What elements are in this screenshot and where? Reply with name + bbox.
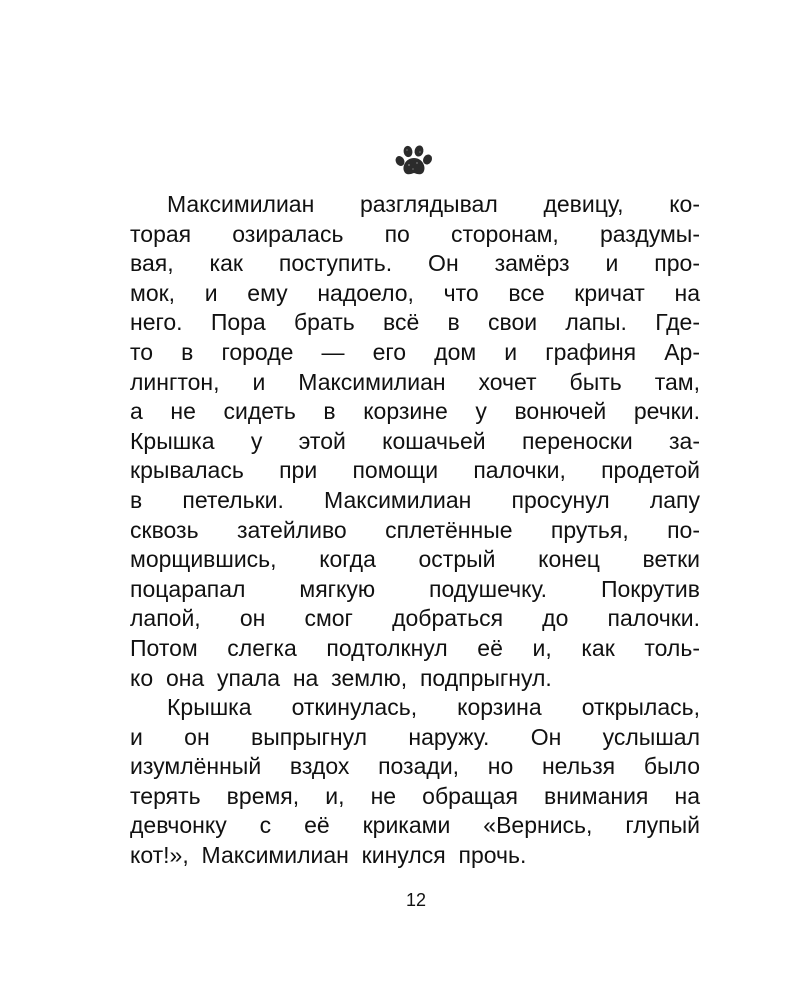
- text-line: а не сидеть в корзине у вонючей речки.: [130, 398, 700, 425]
- text-line: морщившись, когда острый конец ветки: [130, 546, 700, 573]
- paragraph-2: [130, 693, 700, 871]
- text-line: Крышка откинулась, корзина открылась,: [167, 694, 700, 721]
- page-number: 12: [405, 890, 427, 910]
- text-line: сквозь затейливо сплетённые прутья, по-: [130, 516, 700, 543]
- text-line: то в городе — его дом и графиня Ар-: [130, 338, 700, 365]
- body-text: [130, 190, 700, 871]
- text-line: в петельки. Максимилиан просунул лапу: [130, 486, 700, 513]
- text-line: поцарапал мягкую подушечку. Покрутив: [130, 575, 700, 602]
- text-line: Потом слегка подтолкнул её и, как толь-: [130, 634, 700, 661]
- text-line: крывалась при помощи палочки, продетой: [130, 457, 700, 484]
- text-line: торая озиралась по сторонам, раздумы-: [130, 220, 700, 247]
- text-line: терять время, и, не обращая внимания на: [130, 782, 700, 809]
- text-line: и он выпрыгнул наружу. Он услышал: [130, 723, 700, 750]
- paragraph-1: [130, 190, 700, 693]
- text-line: лапой, он смог добраться до палочки.: [130, 605, 700, 632]
- text-line: него. Пора брать всё в свои лапы. Где-: [130, 309, 700, 336]
- paw-print-icon: [393, 144, 435, 178]
- text-line: мок, и ему надоело, что все кричат на: [130, 279, 700, 306]
- text-line: ко она упала на землю, подпрыгнул.: [130, 664, 552, 691]
- text-line: лингтон, и Максимилиан хочет быть там,: [130, 368, 700, 395]
- text-line: Максимилиан разглядывал девицу, ко-: [167, 191, 700, 217]
- text-line: изумлённый вздох позади, но нельзя было: [130, 753, 700, 780]
- text-line: девчонку с её криками «Вернись, глупый: [130, 812, 700, 839]
- text-line: Крышка у этой кошачьей переноски за-: [130, 427, 700, 454]
- text-line: вая, как поступить. Он замёрз и про-: [130, 250, 700, 277]
- text-line: кот!», Максимилиан кинулся прочь.: [130, 842, 527, 869]
